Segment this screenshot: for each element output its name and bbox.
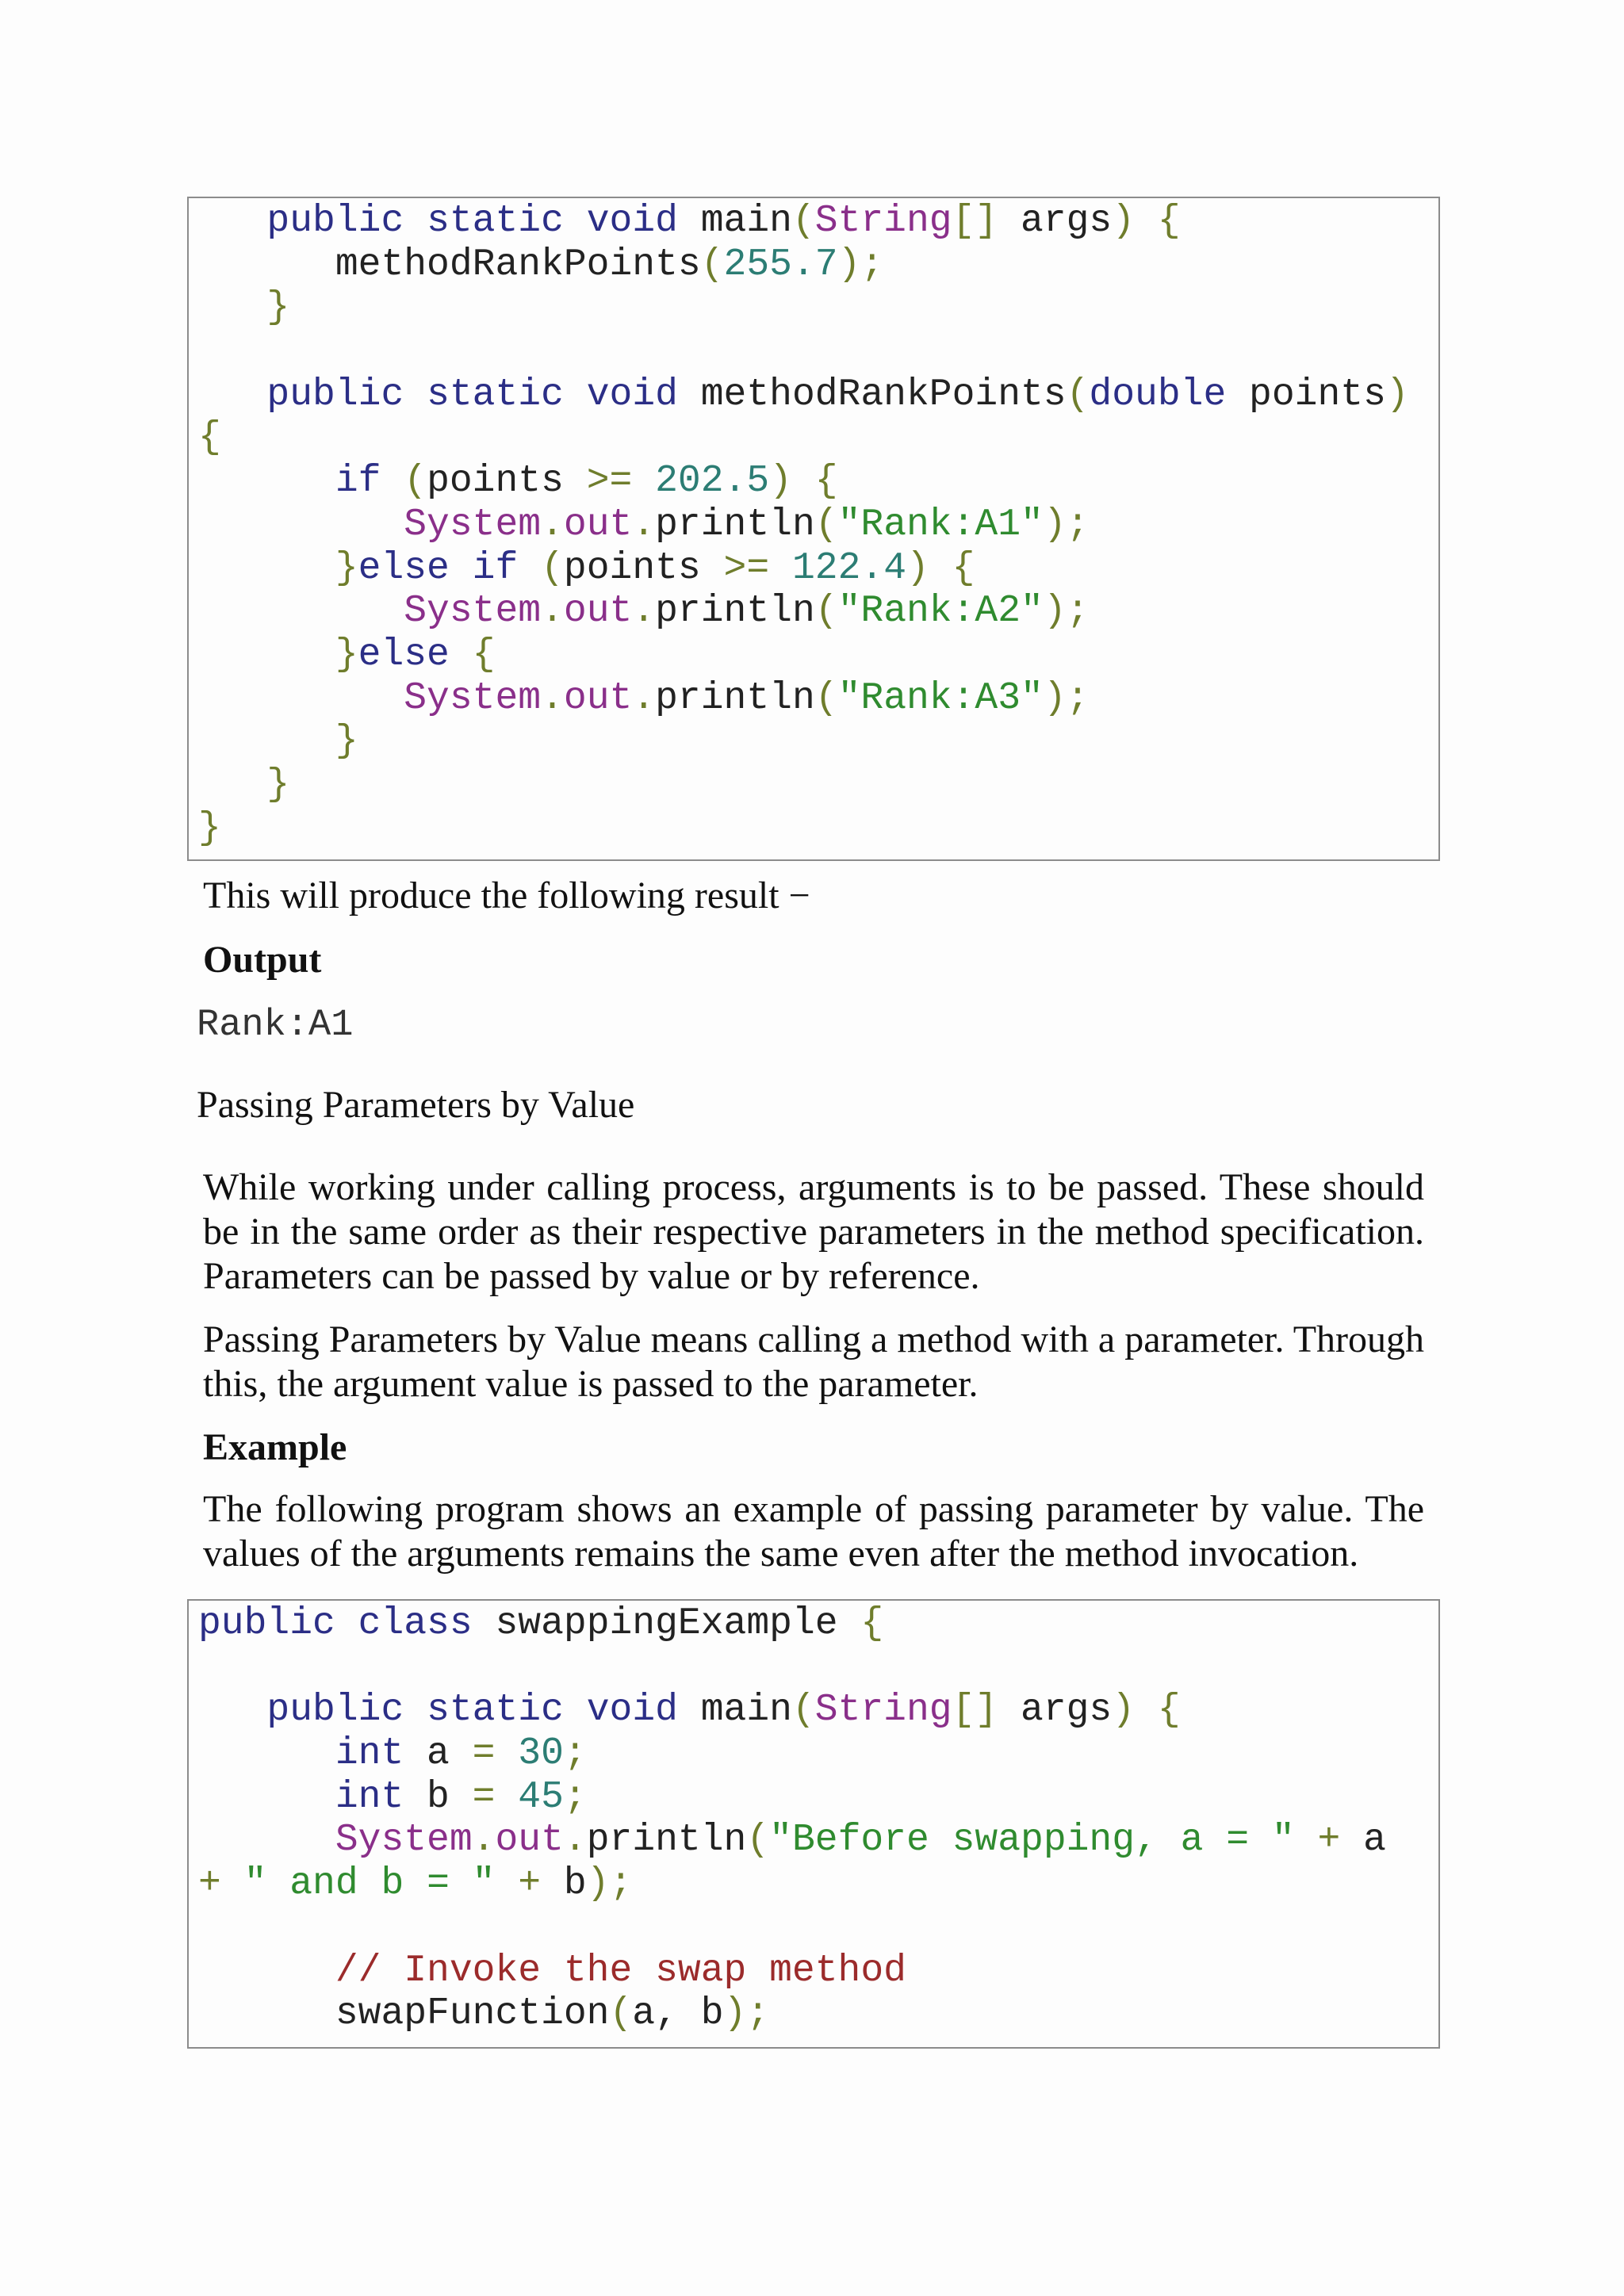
code-token: args	[998, 1689, 1113, 1732]
code-line	[198, 677, 1438, 721]
code-line	[198, 590, 1438, 633]
code-token: swappingExample	[472, 1602, 861, 1645]
code-line	[198, 330, 1438, 373]
code-line	[198, 1646, 1438, 1689]
code-token	[450, 547, 473, 590]
code-token: (	[814, 503, 838, 546]
code-line	[198, 1992, 1438, 2036]
code-token: String	[814, 200, 952, 243]
code-token: System	[404, 590, 542, 633]
code-token	[221, 1862, 244, 1905]
code-token	[198, 503, 404, 546]
code-token: (	[700, 243, 724, 286]
code-token	[518, 547, 541, 590]
code-token: out	[495, 1819, 564, 1862]
code-token	[198, 1950, 335, 1992]
code-token: );	[1043, 503, 1090, 546]
code-token: {	[791, 460, 838, 503]
code-token	[564, 200, 587, 243]
code-token	[1295, 1819, 1318, 1862]
code-token: )	[769, 460, 792, 503]
code-token: }	[335, 633, 358, 676]
code-token: }	[266, 763, 290, 806]
code-token: .	[541, 676, 564, 720]
code-token	[198, 200, 266, 243]
code-token: .	[472, 1819, 496, 1862]
code-token: }	[335, 720, 358, 763]
code-token: );	[586, 1862, 633, 1906]
code-token	[495, 1732, 518, 1775]
code-token: " and b = "	[243, 1862, 496, 1906]
code-token: public	[266, 373, 404, 416]
code-token: (	[746, 1819, 770, 1862]
code-token	[198, 1819, 335, 1862]
code-token: "Rank:A3"	[837, 676, 1044, 720]
code-token: "Before swapping, a = "	[769, 1819, 1295, 1862]
code-token: }	[198, 806, 221, 850]
code-token	[198, 286, 266, 329]
code-line	[198, 1602, 1438, 1646]
code-token: int	[335, 1775, 404, 1819]
code-token: System	[335, 1819, 473, 1862]
code-token: System	[404, 503, 542, 546]
code-token	[198, 720, 335, 763]
code-token	[564, 373, 587, 416]
code-token: []	[952, 1689, 998, 1732]
paragraph-example-description: The following program shows an example of passing parameter by value. The values of the arguments remains the same even after the method invocation.	[203, 1488, 1424, 1575]
code-token: points	[427, 460, 587, 503]
code-token: points	[1226, 373, 1386, 416]
code-token	[198, 460, 335, 503]
code-token: {	[449, 633, 496, 676]
code-token: {	[929, 546, 975, 590]
code-token: );	[723, 1992, 770, 2036]
code-token: )	[1112, 1689, 1136, 1732]
code-token: (	[814, 590, 838, 633]
code-token	[495, 1776, 518, 1819]
code-token: void	[586, 373, 678, 416]
code-token: public	[266, 200, 404, 243]
code-token: if	[335, 460, 381, 503]
code-token: .	[632, 503, 656, 546]
code-token: main	[677, 1689, 792, 1732]
code-token: .	[632, 590, 656, 633]
code-token: System	[404, 676, 542, 720]
code-token: +	[198, 1862, 221, 1906]
code-token	[632, 460, 655, 503]
code-line	[198, 807, 1438, 851]
section-title: Passing Parameters by Value	[197, 1084, 635, 1126]
code-token: +	[1317, 1819, 1341, 1862]
code-token: }	[266, 286, 290, 330]
paragraph-calling-process: While working under calling process, arguments is to be passed. These should be in the same order as their respective parameters in the method specification. Parameters can be passed by value or by reference.	[203, 1166, 1424, 1297]
code-token: (	[1066, 373, 1090, 416]
code-token: +	[518, 1862, 542, 1906]
code-token	[404, 1689, 427, 1732]
code-token	[404, 373, 427, 416]
code-token: []	[952, 200, 998, 243]
code-token: 202.5	[655, 460, 770, 503]
code-token	[198, 633, 335, 676]
code-token: points	[563, 546, 724, 590]
output-heading: Output	[203, 939, 322, 981]
code-token	[769, 547, 792, 590]
paragraph-pass-by-value: Passing Parameters by Value means calling a method with a parameter. Through this, the argument value is passed to the parameter.	[203, 1318, 1424, 1405]
code-token	[198, 763, 266, 806]
code-token	[495, 1862, 518, 1905]
code-token: main	[677, 200, 792, 243]
code-token: =	[472, 1775, 496, 1819]
code-token: =	[472, 1732, 496, 1776]
code-token: (	[541, 546, 564, 590]
code-token: println	[655, 676, 815, 720]
code-token: 255.7	[723, 243, 838, 286]
code-token: args	[998, 200, 1113, 243]
code-token	[198, 547, 335, 590]
code-token: )	[1385, 373, 1409, 416]
code-token: >=	[723, 546, 770, 590]
code-token	[381, 460, 404, 503]
code-line	[198, 1950, 1438, 1993]
code-token	[335, 1602, 358, 1645]
code-token: {	[860, 1602, 884, 1645]
code-token: out	[563, 503, 633, 546]
code-token: .	[541, 503, 564, 546]
example-heading: Example	[203, 1426, 347, 1468]
code-token: out	[563, 676, 633, 720]
code-token: a	[1340, 1819, 1386, 1862]
code-token: public	[266, 1689, 404, 1732]
code-token: (	[609, 1992, 633, 2036]
code-token	[564, 1689, 587, 1732]
code-line	[198, 633, 1438, 677]
code-token: .	[632, 676, 656, 720]
code-token: // Invoke the swap method	[335, 1949, 906, 1992]
code-token: else	[358, 546, 450, 590]
code-line	[198, 1906, 1438, 1950]
code-token: }	[335, 546, 358, 590]
code-token: "Rank:A2"	[837, 590, 1044, 633]
code-line	[198, 1862, 1438, 1906]
code-token: 122.4	[791, 546, 906, 590]
output-value: Rank:A1	[197, 1004, 354, 1047]
code-line	[198, 1776, 1438, 1820]
code-line	[198, 373, 1438, 417]
code-token	[404, 200, 427, 243]
code-token: (	[791, 1689, 815, 1732]
code-token: );	[1043, 676, 1090, 720]
code-token	[198, 677, 404, 720]
code-token: >=	[586, 460, 633, 503]
code-token: println	[586, 1819, 747, 1862]
code-token: 30	[518, 1732, 564, 1776]
code-line	[198, 763, 1438, 807]
result-intro-text: This will produce the following result −	[203, 874, 810, 916]
code-token: if	[472, 546, 519, 590]
code-token: public	[198, 1602, 335, 1645]
code-line	[198, 1689, 1438, 1732]
code-token	[198, 373, 266, 416]
code-token: (	[404, 460, 427, 503]
code-token: {	[1135, 200, 1181, 243]
code-token: int	[335, 1732, 404, 1776]
code-line	[198, 286, 1438, 330]
code-token: methodRankPoints	[677, 373, 1067, 416]
code-token: a	[404, 1732, 473, 1776]
code-line	[198, 200, 1438, 243]
code-token: println	[655, 590, 815, 633]
code-token: {	[198, 416, 221, 460]
code-block-swapping-example	[187, 1599, 1440, 2049]
code-token: swapFunction	[198, 1992, 610, 2036]
code-token: else	[358, 633, 450, 676]
code-token: b	[541, 1862, 587, 1906]
code-token: )	[1112, 200, 1136, 243]
code-token: out	[563, 590, 633, 633]
code-token: ;	[563, 1775, 587, 1819]
code-token: "Rank:A1"	[837, 503, 1044, 546]
code-token	[198, 590, 404, 633]
code-token: (	[814, 676, 838, 720]
code-token: );	[837, 243, 884, 286]
code-token: void	[586, 200, 678, 243]
code-line	[198, 243, 1438, 287]
code-token: ;	[563, 1732, 587, 1776]
code-token: 45	[518, 1775, 564, 1819]
code-token: );	[1043, 590, 1090, 633]
code-token: .	[563, 1819, 587, 1862]
code-token: .	[541, 590, 564, 633]
code-line	[198, 1819, 1438, 1862]
code-token: void	[586, 1689, 678, 1732]
code-token: double	[1089, 373, 1227, 416]
code-token: static	[427, 373, 564, 416]
code-line	[198, 416, 1438, 460]
code-line	[198, 720, 1438, 763]
code-token: String	[814, 1689, 952, 1732]
code-token: (	[791, 200, 815, 243]
code-token: static	[427, 1689, 564, 1732]
code-line	[198, 460, 1438, 503]
code-token: class	[358, 1602, 473, 1645]
code-token: methodRankPoints	[198, 243, 701, 286]
code-line	[198, 1732, 1438, 1776]
code-token: )	[906, 546, 929, 590]
code-token: {	[1135, 1689, 1181, 1732]
code-token: b	[404, 1775, 473, 1819]
code-token	[198, 1776, 335, 1819]
code-token: static	[427, 200, 564, 243]
code-token	[198, 1732, 335, 1775]
code-token: println	[655, 503, 815, 546]
code-line	[198, 503, 1438, 547]
code-token: a, b	[632, 1992, 724, 2036]
code-line	[198, 547, 1438, 591]
code-token	[198, 1689, 266, 1732]
code-block-rank-points	[187, 197, 1440, 861]
